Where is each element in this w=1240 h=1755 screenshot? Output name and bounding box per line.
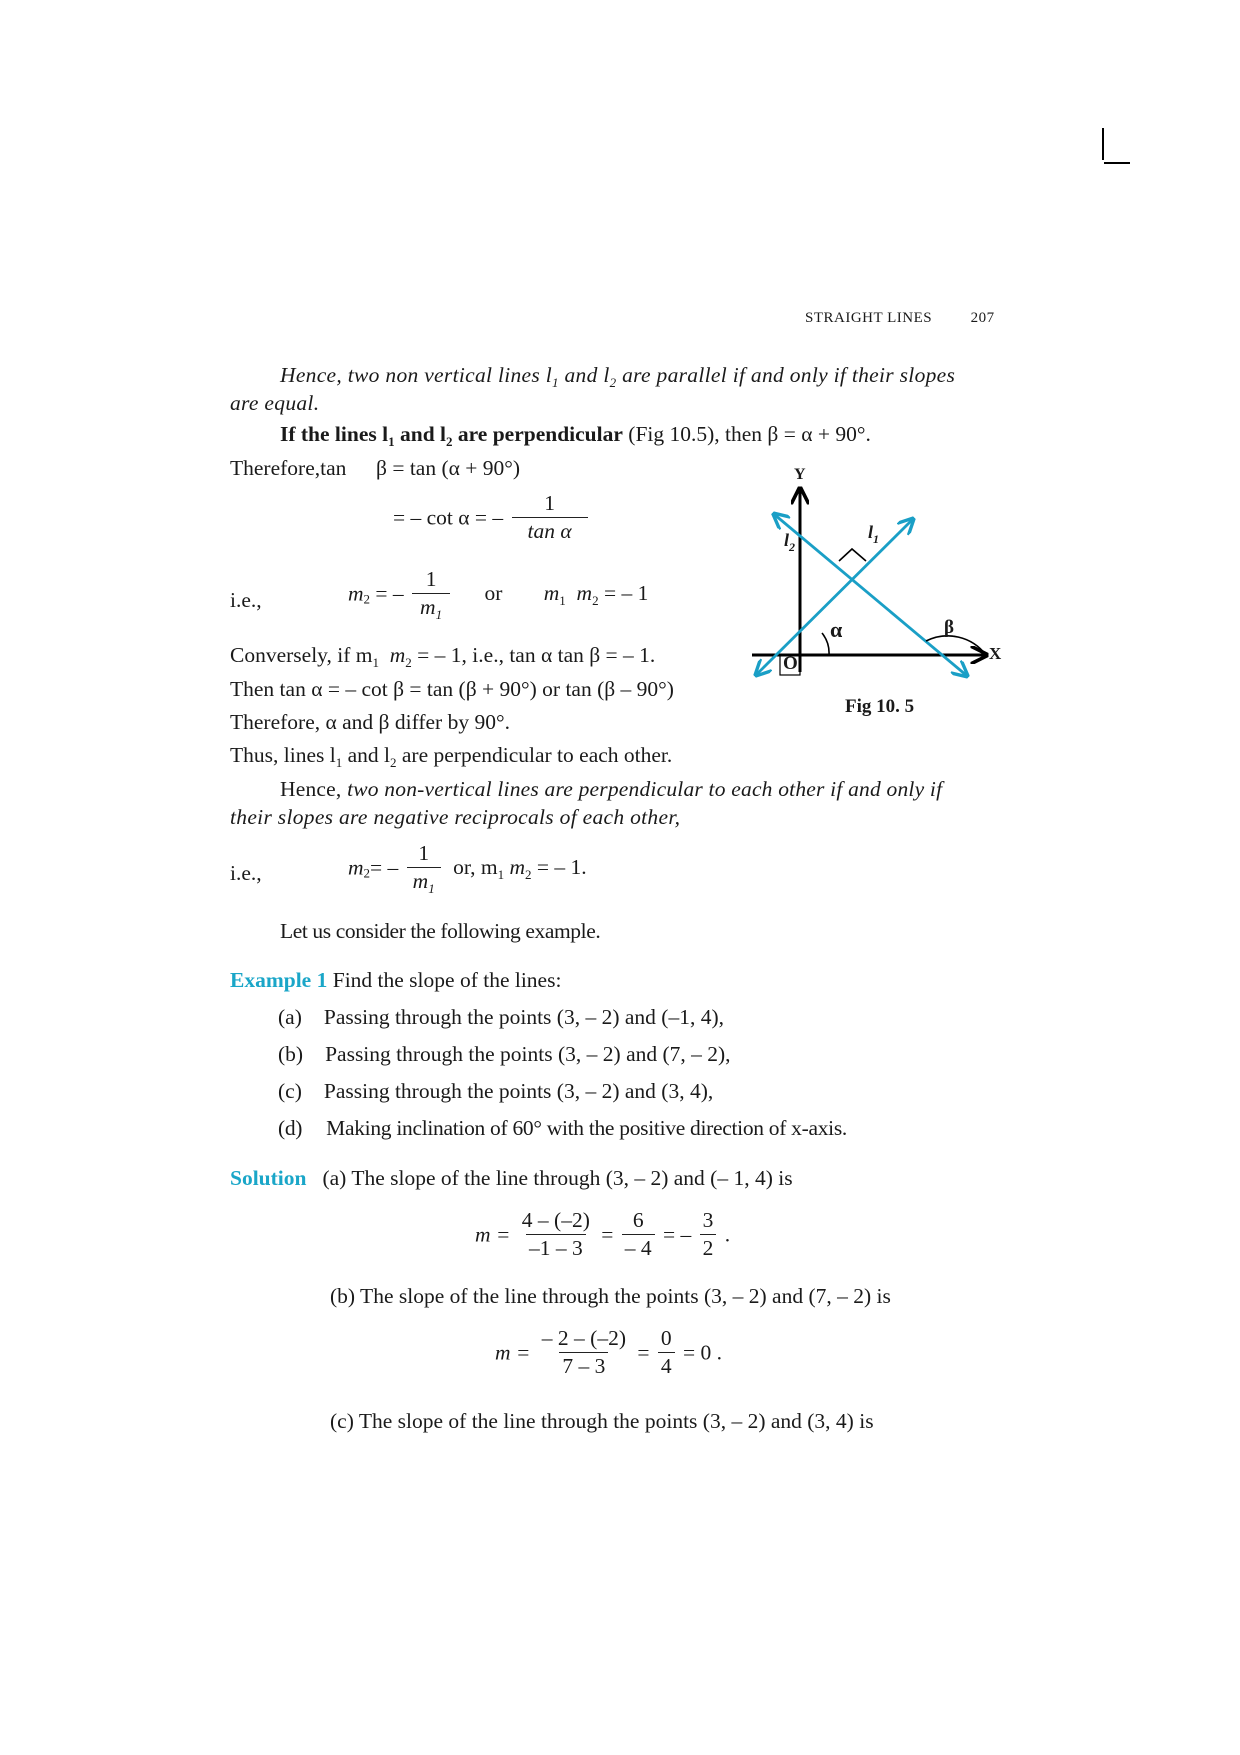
solution-b-equation: m = $\frac{- 2 - (-2)}{7 - 3}$ = $\frac{0}{4}$ = 0 . [495, 1326, 723, 1378]
cot-equation: = – cot α = – $\frac{1}{\text{tan α}}$ [393, 490, 591, 545]
l1-label: $l_1$ [868, 522, 880, 546]
origin-label: O [783, 653, 798, 674]
converse-line2: Then tan α = – cot β = tan (β + 90°) or tan (β – 90°) [230, 677, 674, 701]
fraction-one-over-tan-alpha: $\frac{1}{\text{tan α}}$ [512, 490, 588, 545]
example-item-a: (a) Passing through the points (3, – 2) and (–1, 4), [278, 1005, 724, 1029]
line-l1 [757, 520, 912, 674]
example-item-c: (c) Passing through the points (3, – 2) and (3, 4), [278, 1079, 714, 1103]
page-number: 207 [970, 310, 995, 326]
beta-label: β [944, 617, 955, 638]
right-angle-marker [839, 549, 866, 561]
figure-caption: Fig 10. 5 [845, 696, 915, 717]
parallel-statement-line1: Hence, two non vertical lines $l_1$ and $l_2$ are parallel if and only if their slopes [280, 363, 956, 390]
ie-label-1: i.e., [230, 588, 262, 612]
solution-a: Solution (a) The slope of the line through (3, – 2) and (– 1, 4) is [230, 1166, 793, 1190]
example-item-d: (d) Making inclination of 60° with the positive direction of x-axis. [278, 1116, 848, 1140]
alpha-label: α [830, 617, 843, 642]
tan-beta-equation: β = tan (α + 90°) [376, 456, 521, 480]
solution-c: (c) The slope of the line through the points (3, – 2) and (3, 4) is [330, 1409, 874, 1433]
ie-label-2: i.e., [230, 861, 262, 885]
perpendicular-statement-line1: Hence, two non-vertical lines are perpendicular to each other if and only if [280, 777, 943, 801]
consider-text: Let us consider the following example. [280, 919, 601, 943]
example-item-b: (b) Passing through the points (3, – 2) and (7, – 2), [278, 1042, 731, 1066]
x-axis-label: X [989, 644, 1002, 663]
beta-arc [926, 636, 986, 655]
solution-a-equation: m = $\frac{4 - (-2)}{-1 - 3}$ = $\frac{6}{- 4}$ = – $\frac{3}{2}$ . [475, 1208, 731, 1260]
slope-relation-1: $m_2$ = – $\frac{1}{m_1}$ or $m_1$ $m_2$ = – 1 [348, 567, 649, 622]
example-heading: Example 1 Find the slope of the lines: [230, 968, 562, 992]
y-axis-label: Y [794, 466, 806, 483]
header-title: STRAIGHT LINES [805, 310, 933, 326]
l2-label: $l_2$ [784, 530, 796, 554]
perpendicular-intro: If the lines $l_1$ and $l_2$ are perpendicular (Fig 10.5), then β = α + 90°. [280, 422, 871, 449]
converse-line3: Therefore, α and β differ by 90°. [230, 710, 510, 734]
therefore-tan: Therefore,tan [230, 456, 347, 480]
solution-b: (b) The slope of the line through the points (3, – 2) and (7, – 2) is [330, 1284, 891, 1308]
converse-line1: Conversely, if $m_1$ $m_2$ = – 1, i.e., tan α tan β = – 1. [230, 643, 656, 670]
slope-relation-2: $m_2=$ – $\frac{1}{m_1}$ or, $m_1$ $m_2$ = – 1. [348, 841, 587, 896]
converse-line4: Thus, lines $l_1$ and $l_2$ are perpendicular to each other. [230, 743, 673, 770]
perpendicular-statement-line2: their slopes are negative reciprocals of each other, [230, 805, 681, 829]
alpha-arc [822, 633, 829, 655]
parallel-statement-line2: are equal. [230, 391, 320, 415]
